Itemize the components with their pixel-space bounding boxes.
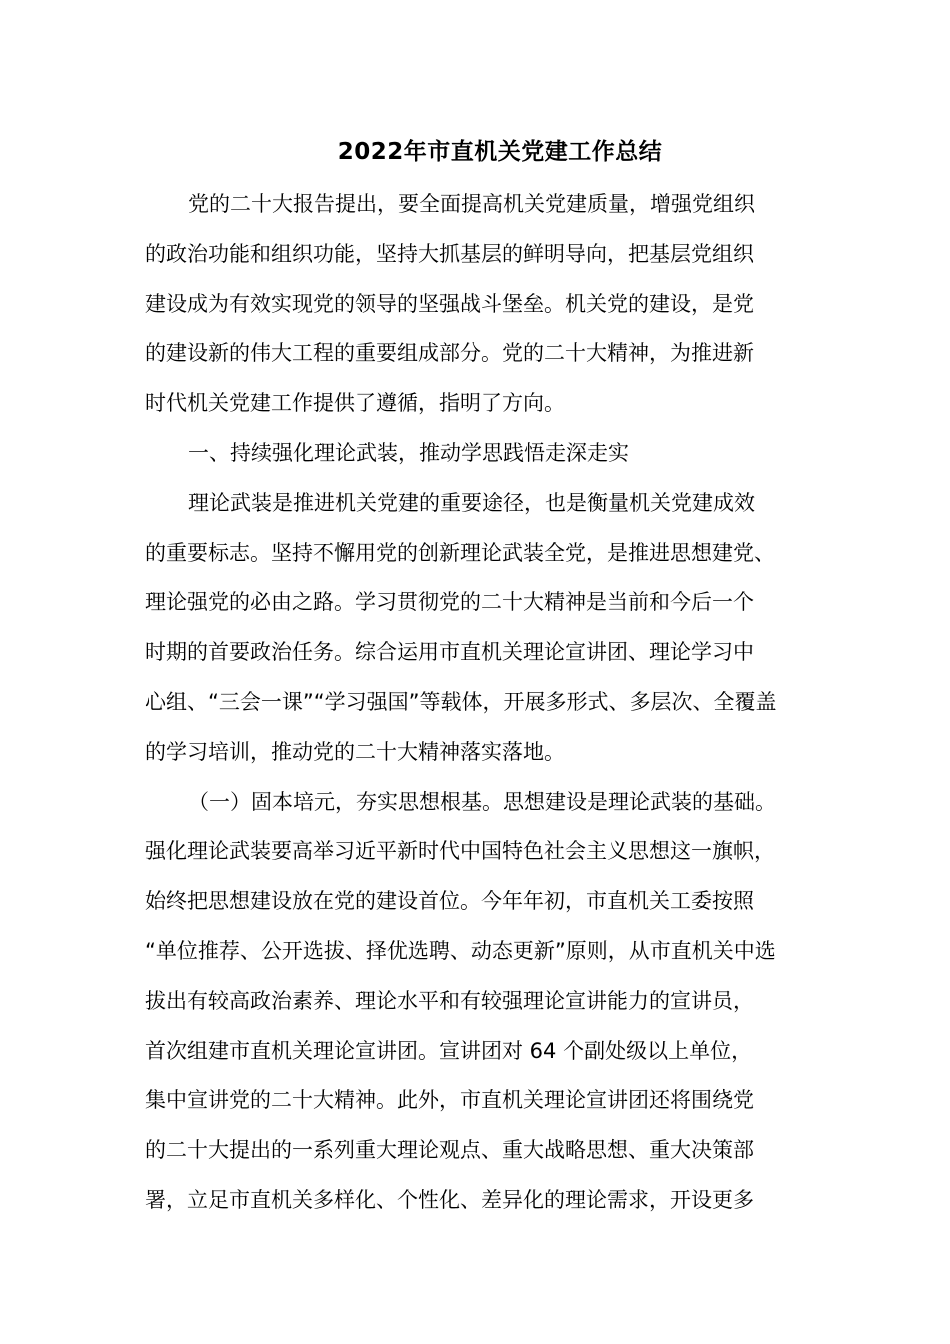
section-heading: 一、持续强化理论武装，推动学思践悟走深走实 [188, 440, 629, 465]
text-line: 心组、“三会一课”“学习强国”等载体，开展多形式、多层次、全覆盖 [145, 689, 777, 714]
text-line: “单位推荐、公开选拔、择优选聘、动态更新”原则，从市直机关中选 [145, 938, 776, 963]
document-body [145, 180, 825, 1226]
text-line: 时期的首要政治任务。综合运用市直机关理论宣讲团、理论学习中 [145, 640, 754, 665]
document-title: 2022年市直机关党建工作总结 [337, 139, 663, 165]
text-line: 强化理论武装要高举习近平新时代中国特色社会主义思想这一旗帜， [145, 839, 775, 864]
text-line: 的重要标志。坚持不懈用党的创新理论武装全党，是推进思想建党、 [145, 540, 775, 565]
text-line: 建设成为有效实现党的领导的坚强战斗堡垒。机关党的建设，是党 [145, 291, 754, 316]
text-line: 的建设新的伟大工程的重要组成部分。党的二十大精神，为推进新 [145, 341, 754, 366]
text-line: 集中宣讲党的二十大精神。此外，市直机关理论宣讲团还将围绕党 [145, 1088, 754, 1113]
subsection-line: （一）固本培元，夯实思想根基。思想建设是理论武装的基础。 [188, 789, 776, 814]
text-line: 的二十大提出的一系列重大理论观点、重大战略思想、重大决策部 [145, 1138, 754, 1163]
text-line: 时代机关党建工作提供了遵循，指明了方向。 [145, 391, 565, 416]
text-line: 理论武装是推进机关党建的重要途径，也是衡量机关党建成效 [188, 490, 755, 515]
text-line: 的学习培训，推动党的二十大精神落实落地。 [145, 739, 565, 764]
text-line: 的政治功能和组织功能，坚持大抓基层的鲜明导向，把基层党组织 [145, 241, 754, 266]
text-line: 首次组建市直机关理论宣讲团。宣讲团对 64 个副处级以上单位， [145, 1038, 753, 1063]
text-line: 署，立足市直机关多样化、个性化、差异化的理论需求，开设更多 [145, 1187, 754, 1212]
text-line: 拔出有较高政治素养、理论水平和有较强理论宣讲能力的宣讲员， [145, 988, 754, 1013]
text-line: 党的二十大报告提出，要全面提高机关党建质量，增强党组织 [188, 192, 755, 216]
text-line: 理论强党的必由之路。学习贯彻党的二十大精神是当前和今后一个 [145, 590, 754, 615]
text-line: 始终把思想建设放在党的建设首位。今年年初，市直机关工委按照 [145, 889, 754, 914]
